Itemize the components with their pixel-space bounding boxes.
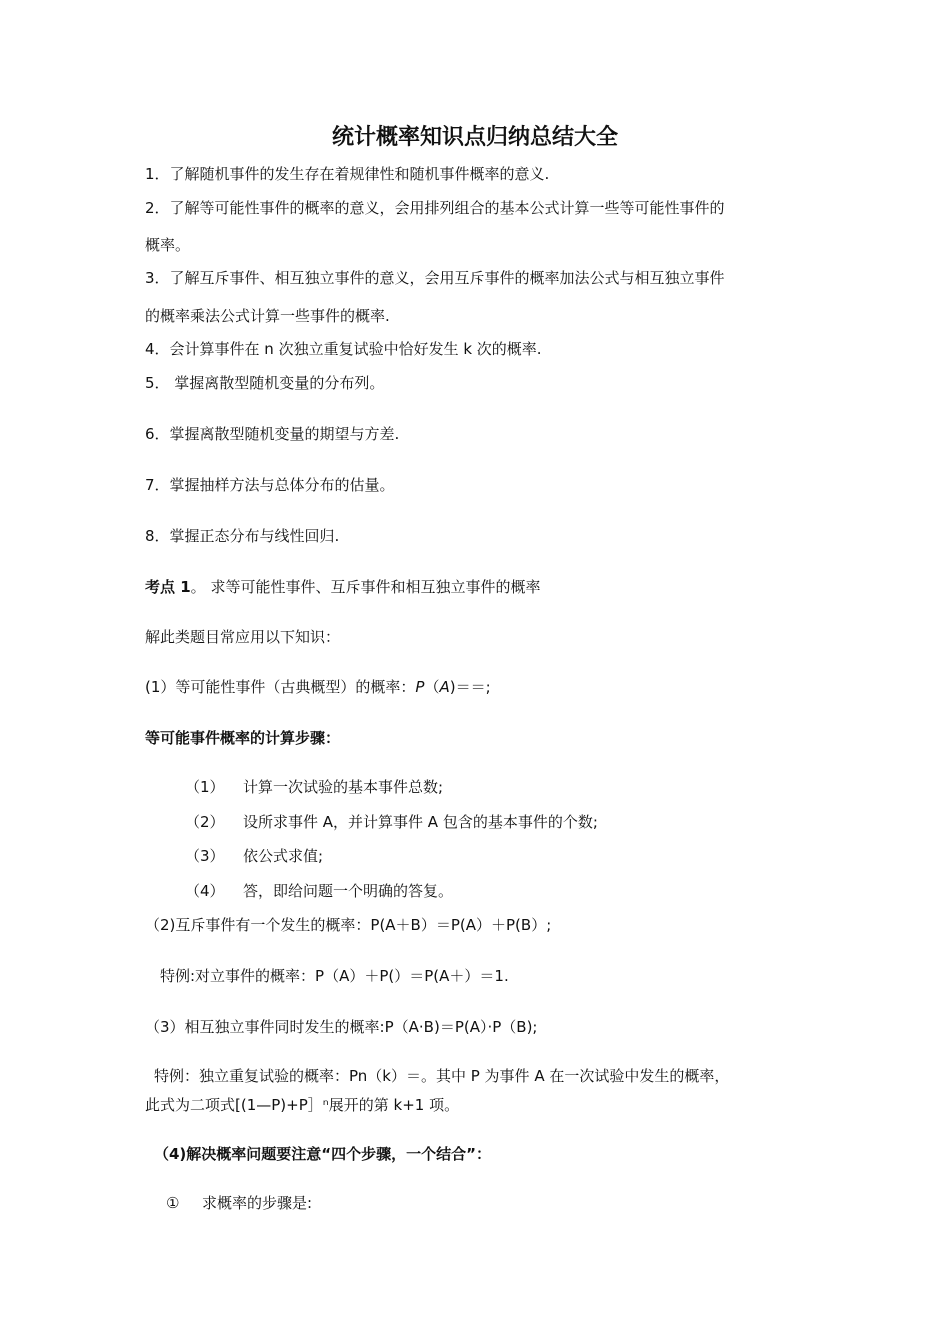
step-1: [185, 777, 443, 797]
special-case-1: 特例:对立事件的概率：P（A）＋P(）＝P(A＋）＝1.: [160, 967, 509, 985]
step-4: [185, 881, 453, 901]
kaodian-label: 考点 1: [145, 578, 191, 596]
circled-one-marker: ①: [166, 1194, 180, 1212]
item-4: （4)解决概率问题要注意“四个步骤，一个结合”：: [154, 1145, 492, 1163]
kaodian-heading: [145, 577, 540, 597]
step-number: （2）: [185, 813, 225, 831]
objective-5: 5． 掌握离散型随机变量的分布列。: [145, 374, 385, 392]
objective-2-cont: 概率。: [145, 236, 191, 254]
step-3: [185, 846, 323, 866]
step-text: 依公式求值;: [243, 847, 324, 865]
objective-3-cont: 的概率乘法公式计算一些事件的概率.: [145, 307, 390, 325]
special-case-2-cont: 此式为二项式[(1—P)+P］ⁿ展开的第 k+1 项。: [145, 1096, 460, 1114]
page-title: 统计概率知识点归纳总结大全: [331, 125, 618, 150]
objective-3: 3．了解互斥事件、相互独立事件的意义，会用互斥事件的概率加法公式与相互独立事件: [145, 269, 725, 287]
item-1-text: (1）等可能性事件（古典概型）的概率：: [145, 678, 416, 696]
item-1-tail: )＝＝;: [449, 678, 491, 696]
objective-8: 8．掌握正态分布与线性回归.: [145, 527, 340, 545]
step-number: （3）: [185, 847, 225, 865]
objective-4: 4．会计算事件在 n 次独立重复试验中恰好发生 k 次的概率.: [145, 340, 542, 358]
item-3: （3）相互独立事件同时发生的概率:P（A·B)＝P(A）·P（B);: [145, 1018, 538, 1036]
step-text: 答，即给问题一个明确的答复。: [243, 882, 454, 900]
step-number: （4）: [185, 882, 225, 900]
objective-7: 7．掌握抽样方法与总体分布的估量。: [145, 476, 395, 494]
step-text: 设所求事件 A，并计算事件 A 包含的基本事件的个数;: [243, 813, 598, 831]
objective-1: 1．了解随机事件的发生存在着规律性和随机事件概率的意义.: [145, 165, 550, 183]
special-case-2: 特例：独立重复试验的概率：Pn（k）＝。其中 P 为事件 A 在一次试验中发生的概率，: [154, 1067, 730, 1085]
item-1-p: P: [415, 678, 425, 696]
objective-6: 6．掌握离散型随机变量的期望与方差.: [145, 425, 400, 443]
steps-heading: 等可能事件概率的计算步骤：: [145, 729, 341, 747]
objective-2: 2．了解等可能性事件的概率的意义，会用排列组合的基本公式计算一些等可能性事件的: [145, 199, 725, 217]
step-text: 计算一次试验的基本事件总数;: [243, 778, 444, 796]
kaodian-text: 。 求等可能性事件、互斥事件和相互独立事件的概率: [190, 578, 541, 596]
step-2: [185, 812, 598, 832]
intro-text: 解此类题目常应用以下知识：: [145, 628, 341, 646]
item-1-a: A: [439, 678, 450, 696]
sub-item-1-text: 求概率的步骤是:: [202, 1194, 313, 1212]
sub-item-1: [166, 1193, 312, 1213]
item-2: （2)互斥事件有一个发生的概率：P(A＋B）＝P(A）＋P(B）;: [145, 916, 552, 934]
item-1-open: （: [424, 678, 440, 696]
step-number: （1）: [185, 778, 225, 796]
item-1: [145, 677, 491, 697]
